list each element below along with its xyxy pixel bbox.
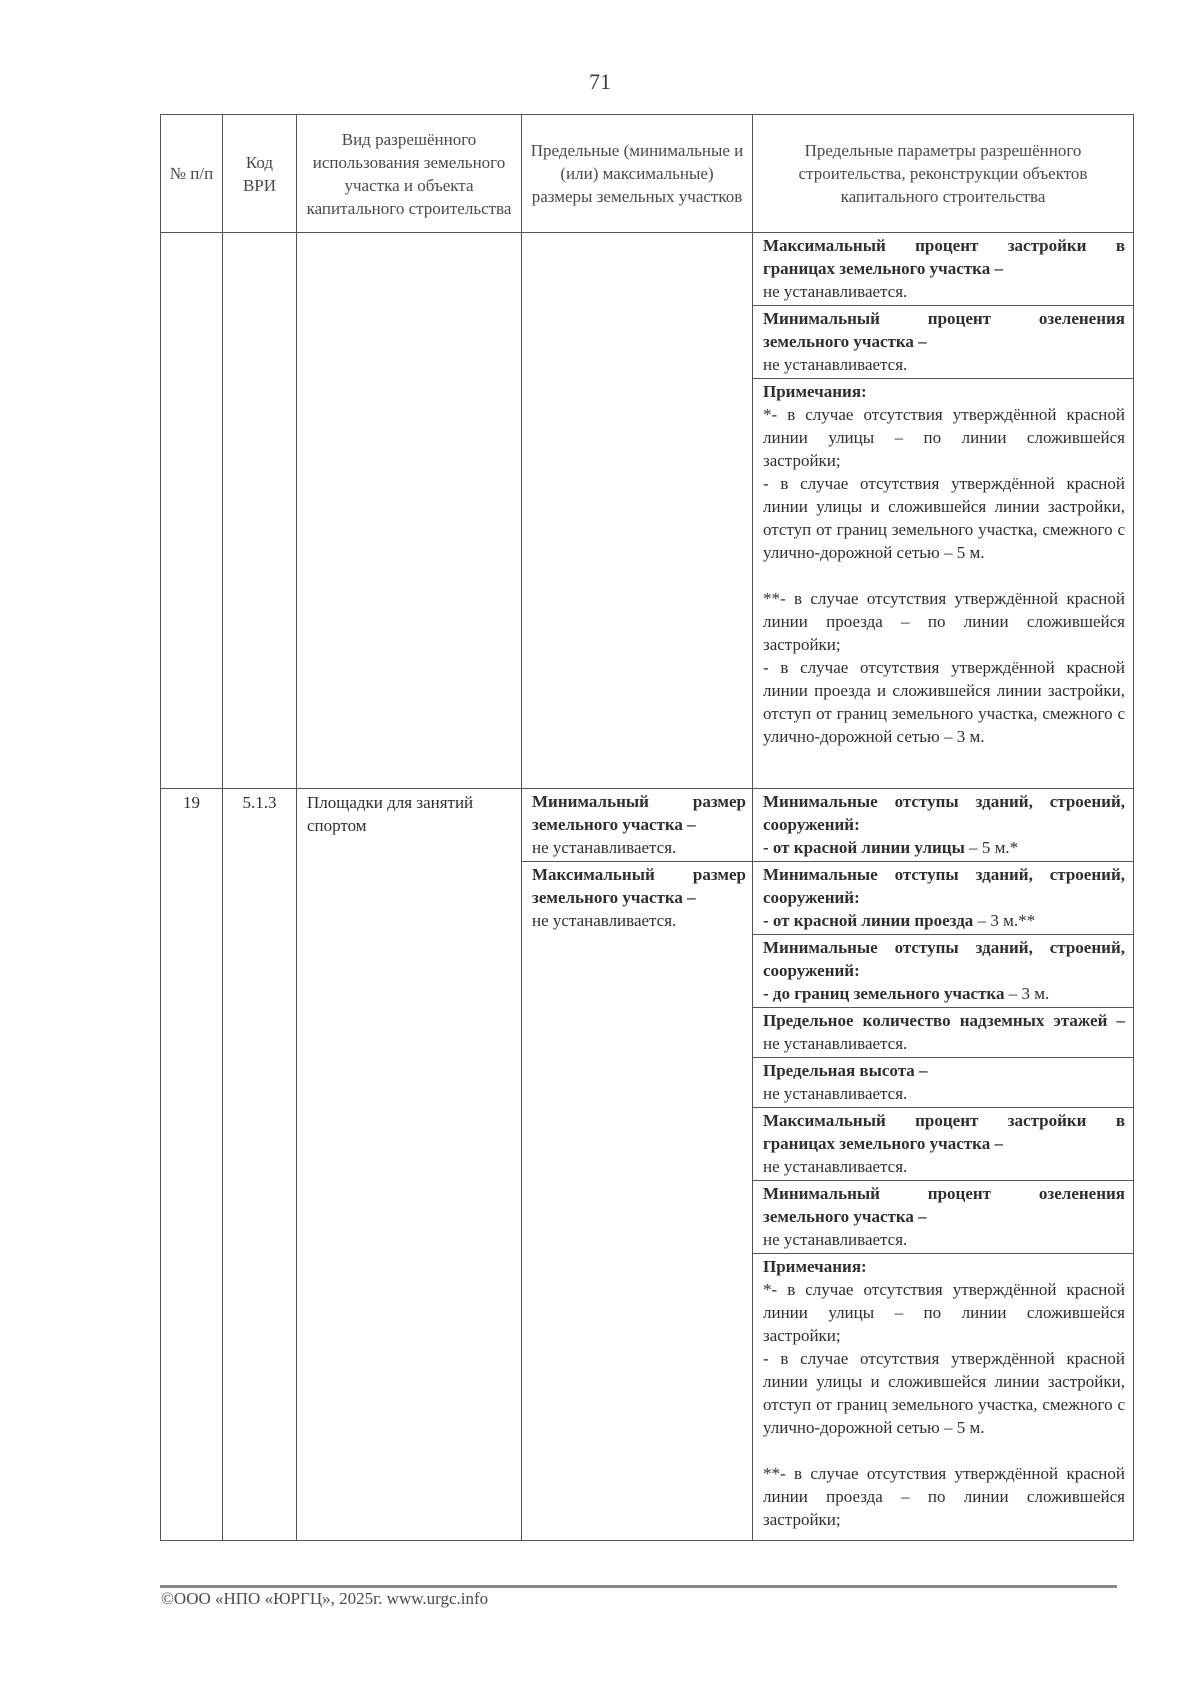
cell-plot-size (522, 233, 753, 789)
table-header-row (161, 115, 1134, 233)
cell-parameters (753, 233, 1134, 789)
cell-number (161, 233, 223, 789)
page-number: 71 (589, 69, 611, 94)
note-paragraph: - в случае отсутствия утверждённой красной линии улицы и сложившейся линии застройки, отступ от границ земельного участка, смежного с улично-дорожной сетью – 5 м. (763, 474, 1125, 562)
param-setback-passage: Минимальные отступы зданий, строений, сооружений: - от красной линии проезда – 3 м.** (753, 862, 1133, 935)
param-build-percent: Максимальный процент застройки в границах земельного участка – не устанавливается. (753, 233, 1133, 306)
note-paragraph: - в случае отсутствия утверждённой красной линии улицы и сложившейся линии застройки, отступ от границ земельного участка, смежного с улично-дорожной сетью – 5 м. (763, 1349, 1125, 1437)
note-paragraph: *- в случае отсутствия утверждённой красной линии улицы – по линии сложившейся застройки; (763, 1280, 1125, 1345)
header-code: Код ВРИ (223, 115, 297, 233)
header-parameters: Предельные параметры разрешённого строительства, реконструкции объектов капитального строительства (753, 115, 1134, 233)
notes-block (753, 379, 1133, 788)
note-paragraph: **- в случае отсутствия утверждённой красной линии проезда – по линии сложившейся застройки; (763, 1464, 1125, 1529)
cell-parameters (753, 789, 1134, 1541)
header-use-type: Вид разрешённого использования земельного участка и объекта капитального строительства (297, 115, 522, 233)
param-setback-street: Минимальные отступы зданий, строений, сооружений: - от красной линии улицы – 5 м.* (753, 789, 1133, 862)
note-paragraph: **- в случае отсутствия утверждённой красной линии проезда – по линии сложившейся застройки; (763, 589, 1125, 654)
footer-copyright: ©ООО «НПО «ЮРГЦ», 2025г. www.urgc.info (161, 1589, 489, 1608)
param-setback-boundary: Минимальные отступы зданий, строений, сооружений: - до границ земельного участка – 3 м. (753, 935, 1133, 1008)
cell-code: 5.1.3 (223, 789, 297, 1541)
note-paragraph: - в случае отсутствия утверждённой красной линии проезда и сложившейся линии застройки, отступ от границ земельного участка, смежного с улично-дорожной сетью – 3 м. (763, 658, 1125, 746)
table-row-19 (161, 789, 1134, 1541)
size-min: Минимальный размер земельного участка – не устанавливается. (522, 789, 752, 862)
land-use-table (160, 114, 1134, 1541)
param-height: Предельная высота – не устанавливается. (753, 1058, 1133, 1108)
param-green-percent: Минимальный процент озеленения земельного участка – не устанавливается. (753, 306, 1133, 379)
header-number: № п/п (161, 115, 223, 233)
param-green-percent: Минимальный процент озеленения земельного участка – не устанавливается. (753, 1181, 1133, 1254)
notes-block (753, 1254, 1133, 1540)
size-max: Максимальный размер земельного участка – не устанавливается. (532, 865, 746, 930)
note-paragraph: *- в случае отсутствия утверждённой красной линии улицы – по линии сложившейся застройки; (763, 405, 1125, 470)
cell-use-type: Площадки для занятий спортом (297, 789, 522, 1541)
cell-code (223, 233, 297, 789)
cell-use-type (297, 233, 522, 789)
param-floors: Предельное количество надземных этажей – не устанавливается. (753, 1008, 1133, 1058)
table-row-continued (161, 233, 1134, 789)
notes-title: Примечания: (763, 382, 867, 401)
cell-plot-size (522, 789, 753, 1541)
footer-divider (160, 1585, 1117, 1588)
header-plot-size: Предельные (минимальные и (или) максимальные) размеры земельных участков (522, 115, 753, 233)
cell-number: 19 (161, 789, 223, 1541)
notes-title: Примечания: (763, 1257, 867, 1276)
param-build-percent: Максимальный процент застройки в границах земельного участка – не устанавливается. (753, 1108, 1133, 1181)
